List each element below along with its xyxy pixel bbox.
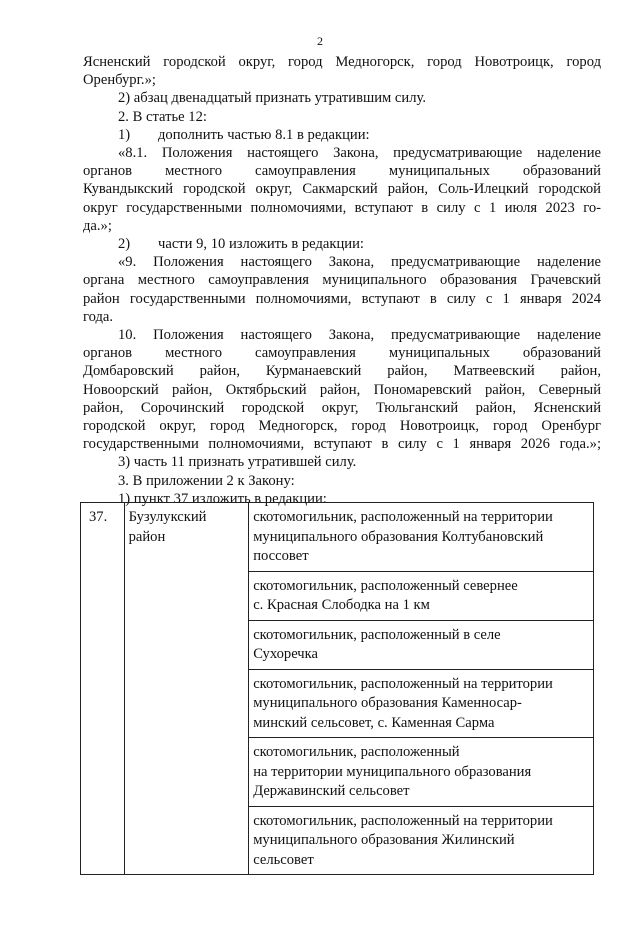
item-number-cell: 37. [81, 503, 125, 875]
burial-site-line: муниципального образования Каменносар- [253, 695, 522, 711]
burial-site-line: скотомогильник, расположенный на территории [253, 812, 553, 829]
text-line: да.»; [83, 217, 112, 234]
burial-site-line: скотомогильник, расположенный на территории [253, 509, 553, 525]
burial-site-cell [249, 738, 594, 807]
burial-site-cell [249, 503, 594, 572]
burial-site-cell [249, 669, 594, 738]
list-marker: 1) [118, 126, 131, 143]
text-line: органов местного самоуправления муниципальных образований [83, 163, 601, 180]
district-cell [124, 503, 249, 875]
burial-site-line: сельсовет [253, 851, 314, 868]
burial-site-line: минский сельсовет, с. Каменная Сарма [253, 714, 495, 731]
text-line: Ясненский городской округ, город Медногорск, город Новотроицк, город [83, 54, 601, 70]
text-line: года. [83, 308, 114, 325]
burial-site-line: поссовет [253, 548, 309, 564]
text-line: Домбаровский район, Курманаевский район, Матвеевский район, [83, 363, 601, 380]
district-line: Бузулукский [128, 509, 207, 525]
list-item-text: части 9, 10 изложить в редакции: [158, 236, 364, 252]
burial-site-line: скотомогильник, расположенный севернее [253, 577, 518, 594]
text-line: органа местного самоуправления муниципального образования Грачевский [83, 272, 601, 289]
text-line: 2) абзац двенадцатый признать утратившим силу. [118, 90, 426, 107]
text-line: Оренбург.»; [83, 72, 156, 89]
text-line: органов местного самоуправления муниципальных образований [83, 345, 601, 362]
text-line: 2. В статье 12: [118, 108, 207, 125]
burial-site-cell [249, 806, 594, 875]
text-line: «9. Положения настоящего Закона, предусматривающие наделение [118, 254, 601, 271]
burial-site-line: на территории муниципального образования [253, 763, 532, 780]
list-marker: 2) [118, 236, 131, 252]
text-line: 3. В приложении 2 к Закону: [118, 472, 295, 489]
burial-site-line: Державинский сельсовет [253, 783, 410, 799]
burial-site-line: скотомогильник, расположенный [253, 744, 460, 760]
burial-site-cell [249, 571, 594, 620]
text-line: район, Сорочинский городской округ, Тюльганский район, Ясненский [83, 399, 601, 416]
burial-site-line: скотомогильник, расположенный на территории [253, 675, 553, 692]
amendment-table [80, 502, 594, 875]
text-line: округ государственными полномочиями, вступают в силу с 1 июля 2023 го- [83, 199, 601, 216]
text-line [118, 234, 601, 254]
text-line: государственными полномочиями, вступают в силу с 1 января 2026 года.»; [83, 436, 601, 453]
text-line: 3) часть 11 признать утратившей силу. [118, 454, 357, 471]
table-row [81, 503, 594, 572]
burial-site-line: муниципального образования Колтубановский [253, 528, 544, 545]
burial-site-line: скотомогильник, расположенный в селе [253, 626, 501, 643]
text-line [118, 125, 601, 145]
district-line: район [128, 528, 166, 545]
text-line: «8.1. Положения настоящего Закона, предусматривающие наделение [118, 145, 601, 161]
burial-site-line: муниципального образования Жилинский [253, 832, 515, 848]
burial-site-line: с. Красная Слободка на 1 км [253, 597, 430, 613]
text-line: Новоорский район, Октябрьский район, Пономаревский район, Северный [83, 381, 601, 398]
burial-site-cell [249, 620, 594, 669]
page-number: 2 [317, 34, 323, 48]
text-line: 1) пункт 37 изложить в редакции: [118, 490, 327, 507]
list-item-text: дополнить частью 8.1 в редакции: [158, 126, 370, 143]
text-line: Кувандыкский городской округ, Сакмарский район, Соль-Илецкий городской [83, 181, 601, 198]
text-line: район государственными полномочиями, вступают в силу с 1 января 2024 [83, 290, 601, 307]
text-line: городской округ, город Медногорск, город Новотроицк, город Оренбург [83, 418, 601, 434]
burial-site-line: Сухоречка [253, 646, 318, 662]
text-line: 10. Положения настоящего Закона, предусматривающие наделение [118, 327, 601, 343]
